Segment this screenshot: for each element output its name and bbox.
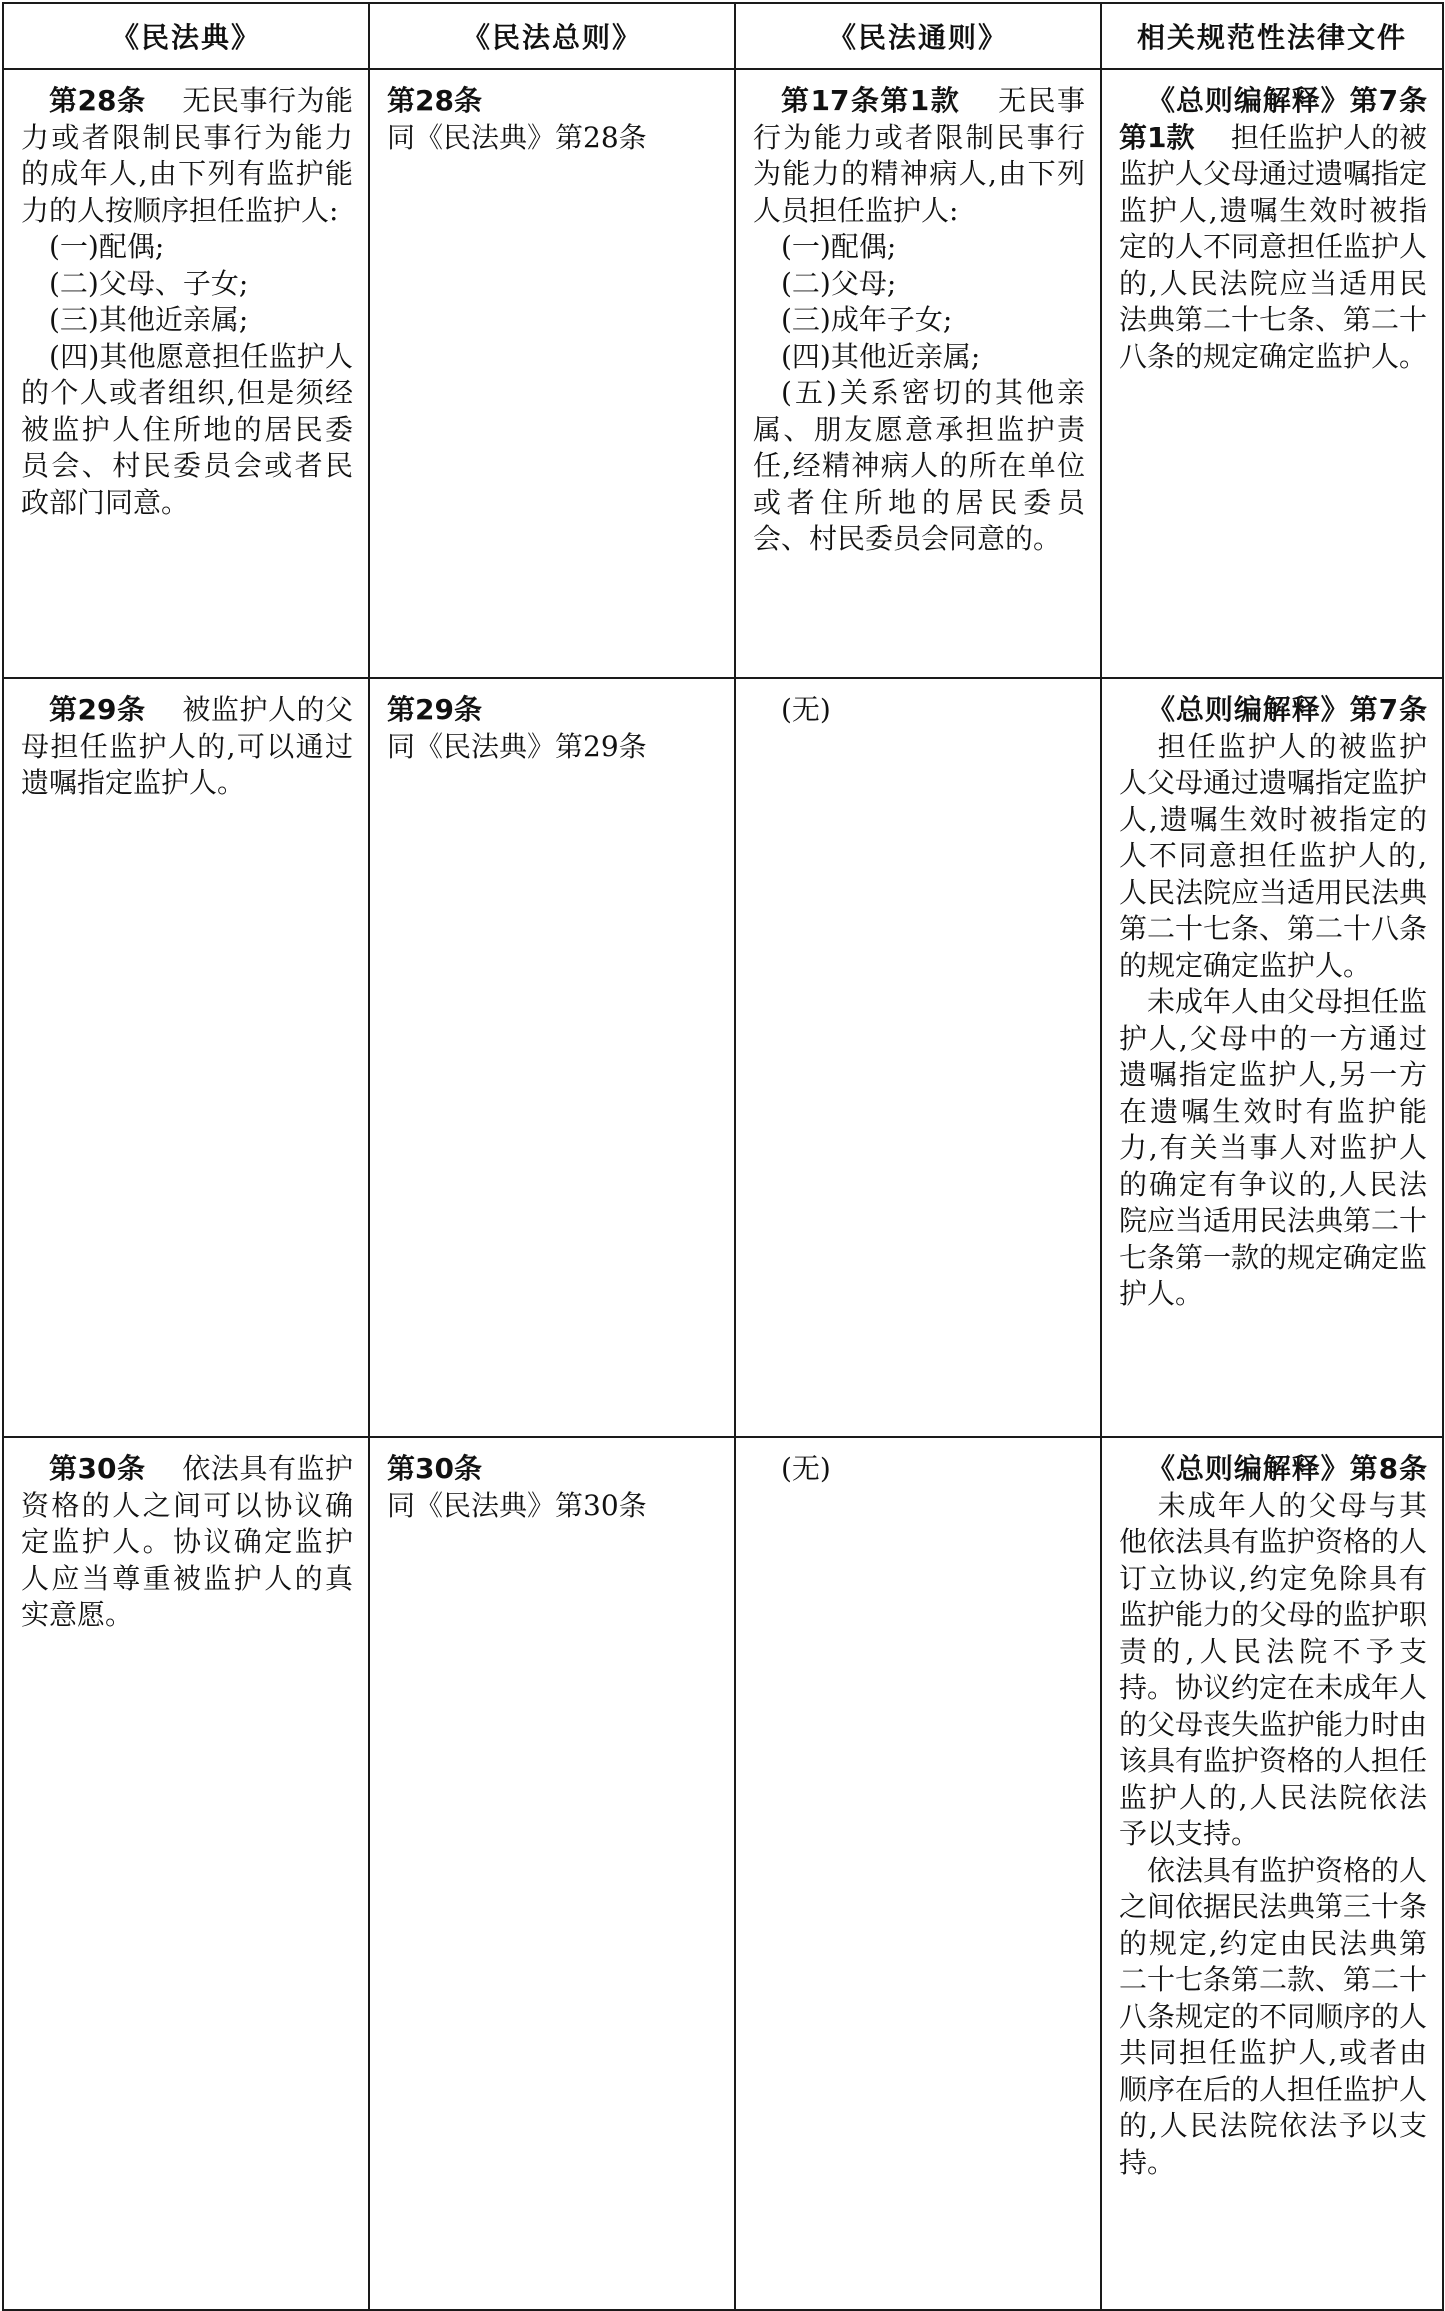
cell-related-documents — [1101, 69, 1443, 678]
table-row — [3, 678, 1443, 1437]
list-item: (四)其他愿意担任监护人的个人或者组织,但是须经被监护人住所地的居民委员会、村民委员会或者民政部门同意。 — [21, 339, 353, 519]
article-text: 同《民法典》第29条 — [387, 729, 647, 763]
article-paragraph: 未成年人由父母担任监护人,父母中的一方通过遗嘱指定监护人,另一方在遗嘱生效时有监护能力,有关当事人对监护人的确定有争议的,人民法院应当适用民法典第二十七条第一款的规定确定监护人。 — [1119, 985, 1428, 1310]
law-comparison-table — [2, 2, 1444, 2311]
cell-civil-code — [3, 678, 369, 1437]
header-row — [3, 3, 1443, 69]
article-paragraph — [753, 83, 1085, 229]
article-paragraph — [21, 692, 353, 802]
article-text: 未成年人的父母与其他依法具有监护资格的人订立协议,约定免除具有监护能力的父母的监护职责的,人民法院不予支持。协议约定在未成年人的父母丧失监护能力时由该具有监护资格的人担任监护人的,人民法院依法予以支持。 — [1119, 1488, 1428, 1850]
cell-related-documents — [1101, 678, 1443, 1437]
article-label: 第29条 — [49, 693, 146, 726]
article-text: 被监护人的父母担任监护人的,可以通过遗嘱指定监护人。 — [21, 693, 353, 799]
list-item: (二)父母、子女; — [49, 266, 249, 300]
article-text: (无) — [781, 693, 831, 726]
list-item: (五)关系密切的其他亲属、朋友愿意承担监护责任,经精神病人的所在单位或者住所地的居民委员会、村民委员会同意的。 — [753, 376, 1085, 555]
cell-general-provisions — [369, 69, 735, 678]
header-civil-code: 《民法典》 — [3, 3, 369, 69]
article-text: 同《民法典》第30条 — [387, 1488, 647, 1522]
article-paragraph — [1119, 1451, 1427, 1853]
article-text: 担任监护人的被监护人父母通过遗嘱指定监护人,遗嘱生效时被指定的人不同意担任监护人的,人民法院应当适用民法典第二十七条、第二十八条的规定确定监护人。 — [1119, 729, 1428, 982]
article-paragraph: 依法具有监护资格的人之间依据民法典第三十条的规定,约定由民法典第二十七条第二款、第二十八条规定的不同顺序的人共同担任监护人,或者由顺序在后的人担任监护人的,人民法院依法予以支持。 — [1119, 1853, 1428, 2179]
table-row — [3, 1437, 1443, 2310]
article-text: (无) — [781, 1452, 831, 1485]
cell-general-principles — [735, 69, 1101, 678]
list-item: (二)父母; — [781, 266, 897, 300]
article-label: 《总则编解释》第7条 — [1147, 693, 1427, 726]
cell-related-documents — [1101, 1437, 1443, 2310]
list-item: (三)其他近亲属; — [49, 303, 249, 336]
article-text: 依法具有监护资格的人之间可以协议确定监护人。协议确定监护人应当尊重被监护人的真实意愿。 — [21, 1452, 353, 1631]
cell-general-principles — [735, 1437, 1101, 2310]
list-item: (四)其他近亲属; — [781, 339, 981, 373]
header-related-documents: 相关规范性法律文件 — [1101, 3, 1443, 69]
cell-general-provisions — [369, 678, 735, 1437]
article-label: 第28条 — [49, 84, 146, 117]
article-label: 《总则编解释》第7条第1款 — [1119, 84, 1427, 154]
article-paragraph — [21, 1451, 353, 1634]
list-item: (一)配偶; — [781, 230, 897, 263]
article-label: 第30条 — [49, 1452, 146, 1485]
article-text: 无民事行为能力或者限制民事行为能力的成年人,由下列有监护能力的人按顺序担任监护人: — [21, 84, 353, 227]
article-paragraph — [1119, 83, 1427, 375]
cell-civil-code — [3, 1437, 369, 2310]
table-row — [3, 69, 1443, 678]
cell-general-provisions — [369, 1437, 735, 2310]
article-text: 无民事行为能力或者限制民事行为能力的精神病人,由下列人员担任监护人: — [753, 84, 1085, 227]
article-label: 第28条 — [387, 84, 482, 117]
list-item: (一)配偶; — [49, 230, 165, 263]
article-text: 担任监护人的被监护人父母通过遗嘱指定监护人,遗嘱生效时被指定的人不同意担任监护人的,人民法院应当适用民法典第二十七条、第二十八条的规定确定监护人。 — [1119, 120, 1428, 373]
article-label: 第30条 — [387, 1452, 482, 1485]
article-label: 第29条 — [387, 693, 482, 726]
list-item: (三)成年子女; — [781, 303, 953, 336]
article-text: 同《民法典》第28条 — [387, 120, 647, 154]
article-paragraph — [21, 83, 353, 229]
header-general-principles: 《民法通则》 — [735, 3, 1101, 69]
header-general-provisions: 《民法总则》 — [369, 3, 735, 69]
cell-general-principles — [735, 678, 1101, 1437]
article-label: 《总则编解释》第8条 — [1147, 1452, 1427, 1485]
article-label: 第17条第1款 — [781, 84, 961, 117]
article-paragraph — [1119, 692, 1427, 984]
cell-civil-code — [3, 69, 369, 678]
